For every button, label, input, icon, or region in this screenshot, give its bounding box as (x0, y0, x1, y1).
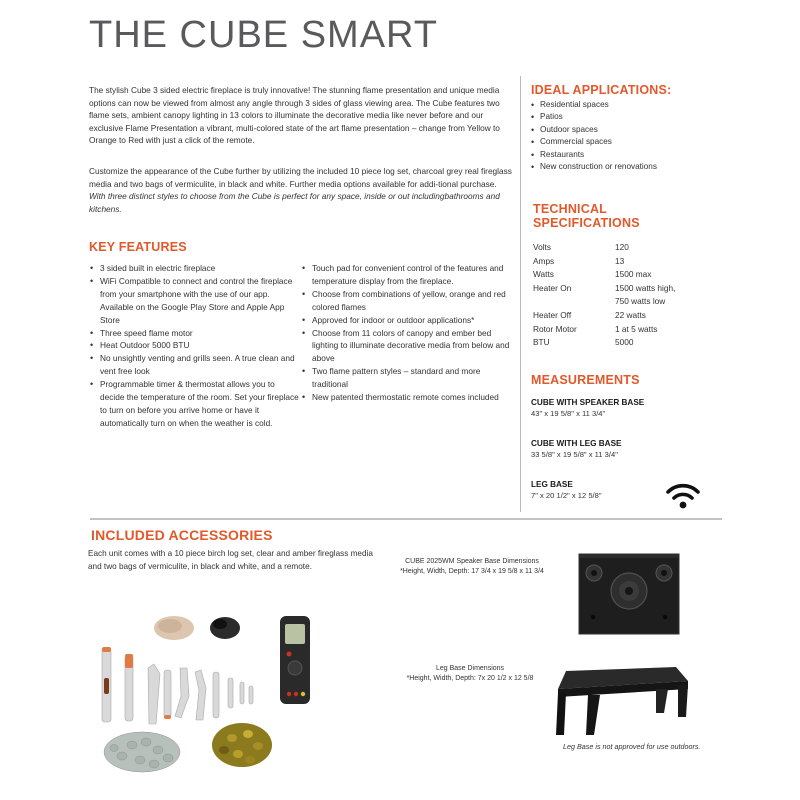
vermiculite-white (154, 616, 194, 640)
speaker-caption-line-1: CUBE 2025WM Speaker Base Dimensions (405, 558, 539, 565)
speaker-caption-line-2: *Height, Width, Depth: 17 3/4 x 19 5/8 x 11 3/4 (400, 568, 544, 575)
accessories-image (92, 600, 332, 785)
spec-row (533, 309, 675, 323)
spec-label: Heater On (533, 282, 572, 293)
vermiculite-black (210, 617, 240, 639)
feature-item: • No unsightly venting and grills seen. A true clean and vent free look (88, 352, 300, 378)
spec-value: 5000 (615, 337, 634, 348)
spec-row (533, 241, 675, 255)
feature-item: • Three speed flame motor (88, 327, 300, 340)
spec-label: Heater Off (533, 309, 572, 320)
feature-item: • Choose from combinations of yellow, orange and red colored flames (300, 288, 518, 314)
feature-item: • WiFi Compatible to connect and control the fireplace from your smartphone with the use of our app. Available on the Google Play Store and Apple App Store (88, 275, 300, 327)
measurement-value: 43" x 19 5/8" x 11 3/4" (531, 409, 606, 418)
key-features-left-list (88, 262, 300, 430)
application-item: • Outdoor spaces (531, 124, 721, 136)
spec-row (533, 268, 675, 282)
section-divider (90, 518, 722, 520)
feature-item: • 3 sided built in electric fireplace (88, 262, 300, 275)
spec-value: 1 at 5 watts (615, 323, 658, 334)
ideal-applications-list (531, 99, 721, 173)
feature-item: • Choose from 11 colors of canopy and ember bed lighting to illuminate decorative media from below and above (300, 327, 518, 366)
application-item: • New construction or renovations (531, 161, 721, 173)
leg-base-image (548, 667, 690, 737)
speaker-base-caption (368, 557, 576, 577)
spec-value: 13 (615, 255, 625, 266)
spec-row (533, 336, 675, 350)
application-item: • Residential spaces (531, 99, 721, 111)
spec-label: Watts (533, 269, 554, 280)
feature-item: • Touch pad for convenient control of the features and temperature display from the fireplace. (300, 262, 518, 288)
included-accessories-heading: INCLUDED ACCESSORIES (91, 527, 273, 543)
feature-item: • Programmable timer & thermostat allows you to decide the temperature of the room. Set your fireplace to turn on before you arrive home or have it automatically turn on when the weather is cold. (88, 378, 300, 430)
spec-label: Amps (533, 255, 555, 266)
spec-row (533, 255, 675, 269)
application-item: • Restaurants (531, 149, 721, 161)
accessories-description: Each unit comes with a 10 piece birch log set, clear and amber fireglass media and two bags of vermiculite, in black and white, and a remote. (88, 549, 373, 571)
spec-value: 120 (615, 242, 629, 252)
specs-table (533, 241, 675, 350)
spec-value (615, 282, 675, 309)
leg-caption-line-2: *Height, Width, Depth: 7x 20 1/2 x 12 5/8 (406, 675, 534, 682)
feature-item: • Heat Outdoor 5000 BTU (88, 339, 300, 352)
measurement-item (531, 398, 644, 418)
measurement-name: LEG BASE (531, 480, 573, 489)
ideal-applications-heading: IDEAL APPLICATIONS: (531, 83, 672, 97)
intro-paragraph-2-italic: With three distinct styles to choose from the Cube is perfect for any space, inside or out includingbathrooms and kitchens. (89, 191, 500, 214)
leg-base-note: Leg Base is not approved for use outdoors. (563, 742, 701, 751)
spec-value: 1500 max (615, 269, 652, 280)
sidebar-panel (520, 76, 720, 512)
feature-item: • Two flame pattern styles – standard and more traditional (300, 365, 518, 391)
key-features-right-list (300, 262, 518, 404)
amber-fireglass (212, 723, 272, 767)
intro-paragraph-2 (89, 165, 514, 215)
leg-base-caption (385, 664, 555, 684)
remote-control (280, 616, 310, 704)
measurement-item (531, 439, 622, 459)
intro-paragraph-2-text: Customize the appearance of the Cube further by utilizing the included 10 piece log set, charcoal grey real fireglass media and two bags of vermiculite, in black and white. Further media options available for addi-tional purchase. (89, 166, 512, 189)
spec-value-line-2: 750 watts low (615, 296, 666, 307)
measurement-name: CUBE WITH LEG BASE (531, 439, 622, 448)
measurement-value: 7" x 20 1/2" x 12 5/8" (531, 491, 602, 500)
measurement-name: CUBE WITH SPEAKER BASE (531, 398, 645, 407)
measurement-item (531, 480, 602, 500)
spec-row (533, 282, 675, 309)
technical-specifications-heading (533, 202, 640, 230)
spec-label: BTU (533, 337, 550, 348)
spec-label: Volts (533, 242, 551, 252)
measurement-value: 33 5/8" x 19 5/8" x 11 3/4" (531, 450, 618, 459)
application-item: • Patios (531, 111, 721, 123)
speaker-base-image (578, 553, 680, 635)
application-item: • Commercial spaces (531, 136, 721, 148)
spec-value-line-1: 1500 watts high, (615, 282, 676, 293)
key-features-heading: KEY FEATURES (89, 240, 187, 254)
tech-heading-line-2: SPECIFICATIONS (533, 216, 640, 230)
page-title: THE CUBE SMART (89, 14, 439, 56)
spec-value: 22 watts (615, 309, 646, 320)
spec-label: Rotor Motor (533, 323, 577, 334)
wifi-icon (665, 482, 701, 510)
feature-item: • New patented thermostatic remote comes included (300, 391, 518, 404)
spec-row (533, 323, 675, 337)
clear-fireglass (104, 732, 180, 772)
intro-paragraph-1: The stylish Cube 3 sided electric fireplace is truly innovative! The stunning flame presentation and unique media options can now be viewed from almost any angle through 3 sides of glass viewing area. The Cube features two flame sets, ambient canopy lighting in 13 colors to illuminate the decorative media like never before and our exclusive Flame Presentation a vibrant, multi-colored state of the art flame presentation – change from Yellow to Orange to Red with just a click of the remote. (89, 85, 500, 146)
feature-item: • Approved for indoor or outdoor applications* (300, 314, 518, 327)
leg-caption-line-1: Leg Base Dimensions (435, 665, 505, 672)
tech-heading-line-1: TECHNICAL (533, 202, 608, 216)
measurements-heading: MEASUREMENTS (531, 373, 640, 387)
